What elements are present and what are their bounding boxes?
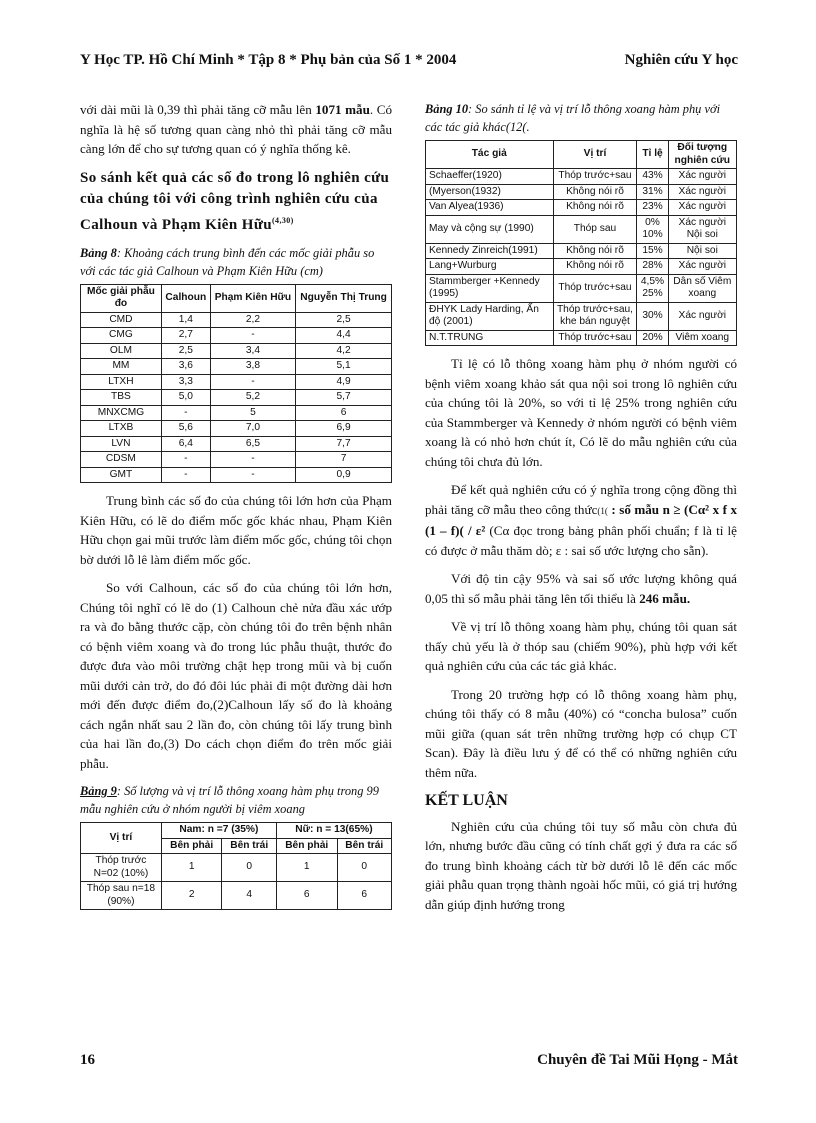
table-cell: - [161, 467, 210, 483]
table-header-row [81, 284, 392, 312]
table-cell: 3,8 [210, 359, 295, 375]
table-row [426, 302, 737, 330]
table-cell: Nội soi [668, 243, 736, 259]
table-cell: Không nói rõ [553, 259, 637, 275]
table-header-cell: Bên phải [161, 838, 222, 854]
table-cell: 3,3 [161, 374, 210, 390]
running-footer [80, 1052, 738, 1069]
table-cell: - [210, 467, 295, 483]
table-cell: Không nói rõ [553, 243, 637, 259]
table-cell: 2,7 [161, 328, 210, 344]
table-8-caption: Bảng 8: Khoảng cách trung bình đến các mốc giải phẫu so với các tác giả Calhoun và Phạm Kiên Hữu (cm) [80, 245, 375, 278]
table-row [81, 390, 392, 406]
table-row [426, 200, 737, 216]
table-header-cell: Đối tượng nghiên cứu [668, 141, 736, 169]
table-cell: Thóp trước+sau, khe bán nguyệt [553, 302, 637, 330]
table-header-cell: Bên phải [276, 838, 337, 854]
table-cell: Không nói rõ [553, 200, 637, 216]
table-cell: - [210, 374, 295, 390]
table-row [426, 274, 737, 302]
section-title: Nghiên cứu Y học [624, 52, 738, 68]
table-cell: 15% [637, 243, 668, 259]
table-header-cell: Nam: n =7 (35%) [161, 823, 276, 839]
table-cell: Xác người [668, 169, 736, 185]
table-cell: 3,4 [210, 343, 295, 359]
table-cell: 4,2 [296, 343, 392, 359]
table-cell: N.T.TRUNG [426, 330, 554, 346]
table-cell: 0 [222, 854, 276, 882]
table-header-cell: Bên trái [337, 838, 391, 854]
table-cell: Dân số Viêm xoang [668, 274, 736, 302]
table-cell: Thóp trước+sau [553, 169, 637, 185]
table-cell: (Myerson(1932) [426, 184, 554, 200]
table-row [426, 243, 737, 259]
journal-title: Y Học TP. Hồ Chí Minh * Tập 8 * Phụ bản của Số 1 * 2004 [80, 52, 457, 68]
table-row [81, 452, 392, 468]
footer-title: Chuyên đề Tai Mũi Họng - Mắt [537, 1052, 738, 1068]
table-cell: LVN [81, 436, 162, 452]
table-row [426, 215, 737, 243]
table-cell: 6,4 [161, 436, 210, 452]
table-cell: Thóp trước+sau [553, 330, 637, 346]
table-cell: 5,1 [296, 359, 392, 375]
table-header-cell: Tỉ lệ [637, 141, 668, 169]
section-heading: So sánh kết quả các số đo trong lô nghiên cứu của chúng tôi với công trình nghiên cứu của Calhoun và Phạm Kiên Hữu$^{(4,30)}$ [80, 169, 390, 233]
table-cell: CMD [81, 312, 162, 328]
table-cell: - [210, 328, 295, 344]
table-cell: 6 [276, 882, 337, 910]
page-number: 16 [80, 1052, 95, 1068]
table-cell: Thóp trước N=02 (10%) [81, 854, 162, 882]
table-cell: 2 [161, 882, 222, 910]
table-header-cell: Tác giả [426, 141, 554, 169]
table-cell: Thóp sau [553, 215, 637, 243]
right-paragraph-3: Với độ tin cậy 95% và sai số ước lượng không quá 0,05 thì số mẫu phải tăng lên tối thiểu là 246 mẫu. [425, 571, 737, 606]
table-row [81, 343, 392, 359]
table-header-cell: Nữ: n = 13(65%) [276, 823, 391, 839]
table-cell: 0,9 [296, 467, 392, 483]
table-cell: - [210, 452, 295, 468]
table-header-row [81, 823, 392, 839]
table-cell: MNXCMG [81, 405, 162, 421]
table-row [81, 374, 392, 390]
right-paragraph-2: Để kết quả nghiên cứu có ý nghĩa trong cộng đồng thì phải tăng cỡ mẫu theo công thức(1( : số mẫu n ≥ (Cα² x f x (1 – f)( / ε² (Cα đọc trong bảng phân phối chuẩn; f là tỉ lệ có được ở mẫu thăm dò; ε : sai số ước lượng cho sẵn). [425, 482, 737, 558]
table-cell: Lang+Wurburg [426, 259, 554, 275]
table-row [81, 405, 392, 421]
table-cell: TBS [81, 390, 162, 406]
table-cell: MM [81, 359, 162, 375]
table-cell: CDSM [81, 452, 162, 468]
conclusion-heading: KẾT LUẬN [425, 792, 508, 809]
running-header [80, 52, 738, 69]
table-cell: Xác người [668, 259, 736, 275]
table-header-cell: Bên trái [222, 838, 276, 854]
table-cell: 31% [637, 184, 668, 200]
left-paragraph-3: So với Calhoun, các số đo của chúng tôi lớn hơn, Chúng tôi nghĩ có lẽ do (1) Calhoun chẻ nửa đầu xác ướp ra và đo bằng thước cặp, còn chúng tôi đo trên bệnh nhân có bệnh viêm xoang và đo trong lúc phẫu thuật, thước đo được đưa vào môi trường chật hẹp trong mũi và bị cuốn mũi dưới cản trở, do đó đôi lúc phải đi một đường dài hơn mới đến được điểm đo,(2)Calhoun lấy số đo là khoảng cách ngắn nhất sau 2 lần đo, còn chúng tôi lấy trung bình của hai lần đo,(3) Do cách chọn điểm đo trên mốc giải phẫu. [80, 580, 392, 771]
table-row [81, 882, 392, 910]
table-cell: Xác người [668, 184, 736, 200]
table-cell: Van Alyea(1936) [426, 200, 554, 216]
table-cell: ĐHYK Lady Harding, Ấn độ (2001) [426, 302, 554, 330]
table-9-caption: Bảng 9: Số lượng và vị trí lỗ thông xoang hàm phụ trong 99 mẫu nghiên cứu ở nhóm người bị viêm xoang [80, 784, 379, 816]
table-cell: Thóp sau n=18 (90%) [81, 882, 162, 910]
table-cell: 4,9 [296, 374, 392, 390]
right-paragraph-6: Nghiên cứu của chúng tôi tuy số mẫu còn chưa đủ lớn, nhưng bước đầu cũng có tính chất gợi ý đưa ra các số đo trung bình khoảng cách từ bờ dưới lỗ lê đến các mốc giải phẫu quan trọng thành ngoài hốc mũi, có giá trị hướng dẫn giúp định hướng trong [425, 818, 737, 912]
table-cell: 3,6 [161, 359, 210, 375]
table-cell: Xác người Nội soi [668, 215, 736, 243]
table-cell: 4,4 [296, 328, 392, 344]
table-cell: 0 [337, 854, 391, 882]
table-cell: Xác người [668, 302, 736, 330]
table-row [426, 184, 737, 200]
table-cell: 5,7 [296, 390, 392, 406]
table-cell: LTXH [81, 374, 162, 390]
table-cell: GMT [81, 467, 162, 483]
table-cell: 5 [210, 405, 295, 421]
table-row [81, 436, 392, 452]
table-cell: - [161, 452, 210, 468]
table-row [81, 359, 392, 375]
table-cell: 6,9 [296, 421, 392, 437]
table-header-cell: Nguyễn Thị Trung [296, 284, 392, 312]
table-row [81, 312, 392, 328]
table-row [426, 169, 737, 185]
table-cell: 1,4 [161, 312, 210, 328]
table-cell: 43% [637, 169, 668, 185]
table-cell: 7 [296, 452, 392, 468]
table-cell: 2,5 [161, 343, 210, 359]
right-paragraph-1: Tỉ lệ có lỗ thông xoang hàm phụ ở nhóm người có bệnh viêm xoang khảo sát qua nội soi trong lô nghiên cứu của chúng tôi là 20%, so với tỉ lệ 25% trong nghiên cứu của Stammberger và Kennedy ở nhóm người có bệnh viêm xoang là có nhỏ hơn chút ít, Có lẽ do mẫu nghiên cứu của chúng tôi chưa đủ lớn. [425, 356, 737, 469]
right-paragraph-4: Về vị trí lỗ thông xoang hàm phụ, chúng tôi quan sát thấy chủ yếu là ở thóp sau (chiếm 90%), phù hợp với kết quả nghiên cứu của các tác giả khác. [425, 619, 737, 673]
right-column [425, 100, 737, 923]
table-cell: 1 [161, 854, 222, 882]
table-cell: 6,5 [210, 436, 295, 452]
table-header-cell: Vị trí [81, 823, 162, 854]
table-10-caption: Bảng 10: So sánh tỉ lệ và vị trí lỗ thông xoang hàm phụ với các tác giả khác(12(. [425, 102, 721, 134]
table-cell: 20% [637, 330, 668, 346]
table-cell: 2,5 [296, 312, 392, 328]
table-cell: 7,0 [210, 421, 295, 437]
table-header-cell: Phạm Kiên Hữu [210, 284, 295, 312]
table-cell: Viêm xoang [668, 330, 736, 346]
table-cell: Thóp trước+sau [553, 274, 637, 302]
table-cell: - [161, 405, 210, 421]
table-cell: 7,7 [296, 436, 392, 452]
table-cell: Xác người [668, 200, 736, 216]
table-row [426, 259, 737, 275]
table-row [426, 330, 737, 346]
table-row [81, 854, 392, 882]
table-row [81, 421, 392, 437]
table-cell: 4 [222, 882, 276, 910]
left-column [80, 100, 392, 918]
table-10 [425, 140, 737, 346]
table-cell: CMG [81, 328, 162, 344]
table-cell: Kennedy Zinreich(1991) [426, 243, 554, 259]
table-header-cell: Mốc giải phẫu đo [81, 284, 162, 312]
table-cell: 28% [637, 259, 668, 275]
table-cell: 5,6 [161, 421, 210, 437]
table-cell: 1 [276, 854, 337, 882]
table-cell: 6 [337, 882, 391, 910]
table-cell: LTXB [81, 421, 162, 437]
left-paragraph-2: Trung bình các số đo của chúng tôi lớn hơn của Phạm Kiên Hữu, có lẽ do điểm mốc gốc khác nhau, Phạm Kiên Hữu chọn gai mũi trước làm điểm mốc gốc, chúng tôi chọn bờ dưới lỗ lê làm điểm mốc gốc. [80, 493, 392, 567]
table-cell: OLM [81, 343, 162, 359]
table-cell: Stammberger +Kennedy (1995) [426, 274, 554, 302]
table-cell: 23% [637, 200, 668, 216]
table-cell: 5,2 [210, 390, 295, 406]
table-8 [80, 284, 392, 484]
table-row [81, 467, 392, 483]
table-9 [80, 822, 392, 910]
table-cell: Không nói rõ [553, 184, 637, 200]
table-cell: 0% 10% [637, 215, 668, 243]
table-row [81, 328, 392, 344]
table-header-row [426, 141, 737, 169]
right-paragraph-5: Trong 20 trường hợp có lỗ thông xoang hàm phụ, chúng tôi thấy có 8 mẫu (40%) có “concha bulosa” cuốn mũi giữa (quan sát trên những trường hợp có chụp CT Scan). Đây là điều lưu ý để có thể có những nghiên cứu thêm nữa. [425, 686, 737, 780]
table-cell: May và cộng sự (1990) [426, 215, 554, 243]
table-cell: Schaeffer(1920) [426, 169, 554, 185]
table-header-cell: Calhoun [161, 284, 210, 312]
left-paragraph-1: với dài mũi là 0,39 thì phải tăng cỡ mẫu lên 1071 mẫu. Có nghĩa là hệ số tương quan càng nhỏ thì phải tăng cỡ mẫu càng lớn để cho sự tương quan có ý nghĩa thống kê. [80, 102, 393, 156]
table-cell: 6 [296, 405, 392, 421]
table-cell: 5,0 [161, 390, 210, 406]
table-cell: 4,5% 25% [637, 274, 668, 302]
table-header-cell: Vị trí [553, 141, 637, 169]
table-cell: 2,2 [210, 312, 295, 328]
table-cell: 30% [637, 302, 668, 330]
